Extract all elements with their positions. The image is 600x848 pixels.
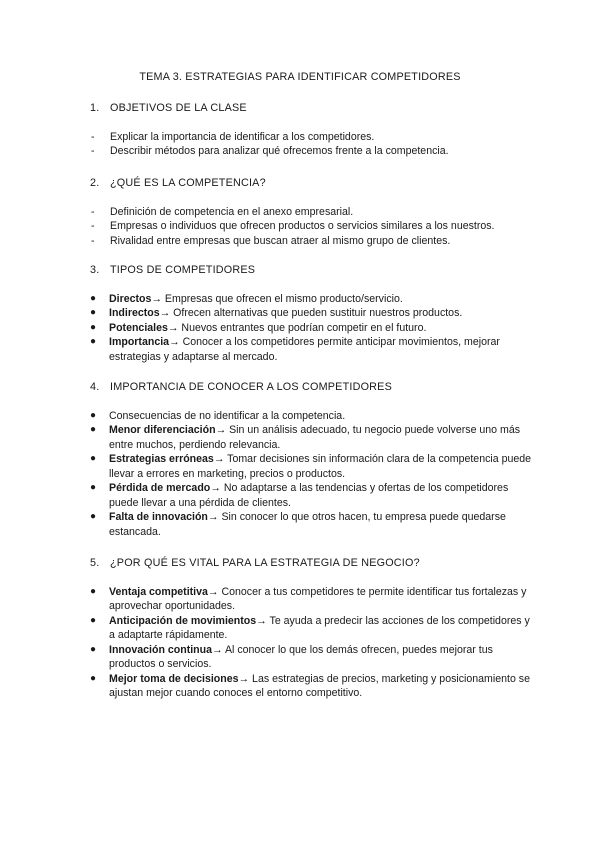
- bullet-list: [90, 409, 536, 540]
- section-title: TIPOS DE COMPETIDORES: [110, 264, 256, 276]
- list-item: ● Pérdida de mercado→ No adaptarse a las tendencias y ofertas de los competidores puede llevar a una pérdida de clientes.: [90, 482, 509, 509]
- list-item: - Rivalidad entre empresas que buscan atraer al mismo grupo de clientes.: [91, 234, 451, 247]
- bullet-marker: ●: [90, 643, 97, 655]
- list-item: ● Indirectos→ Ofrecen alternativas que pueden sustituir nuestros productos.: [90, 307, 463, 319]
- bullet-marker: ●: [90, 321, 97, 333]
- section-importancia: [90, 380, 536, 539]
- list-item: ● Potenciales→ Nuevos entrantes que podrían competir en el futuro.: [90, 321, 427, 334]
- bullet-marker: ●: [90, 482, 97, 493]
- section-heading: [90, 263, 536, 278]
- document-title: TEMA 3. ESTRATEGIAS PARA IDENTIFICAR COMPETIDORES: [139, 71, 461, 83]
- list-item: ● Ventaja competitiva→ Conocer a tus competidores te permite identificar tus fortalezas y aprovechar oportunidades.: [90, 585, 527, 612]
- bullet-marker: ●: [90, 409, 97, 421]
- list-item: - Explicar la importancia de identificar a los competidores.: [91, 130, 375, 143]
- section-number: 1.: [90, 102, 100, 114]
- list-item: - Definición de competencia en el anexo empresarial.: [91, 205, 354, 218]
- bullet-marker: ●: [90, 585, 97, 597]
- bullet-marker: ●: [90, 307, 97, 318]
- list-item: ● Estrategias erróneas→ Tomar decisiones sin información clara de la competencia puede llevar a errores en marketing, precios o productos.: [90, 453, 532, 480]
- section-heading: [90, 380, 536, 395]
- section-number: 3.: [90, 264, 100, 276]
- list-item: - Describir métodos para analizar qué ofrecemos frente a la competencia.: [91, 145, 449, 157]
- section-objetivos: [90, 101, 536, 159]
- list-item: - Empresas o individuos que ofrecen productos o servicios similares a los nuestros.: [91, 220, 495, 232]
- section-title: ¿QUÉ ES LA COMPETENCIA?: [110, 177, 266, 189]
- list-item: ● Innovación continua→ Al conocer lo que los demás ofrecen, puedes mejorar tus productos o servicios.: [90, 643, 493, 670]
- dash-marker: -: [91, 234, 95, 247]
- bullet-marker: ●: [90, 336, 97, 347]
- section-heading: [90, 176, 536, 191]
- list-item: ● Mejor toma de decisiones→ Las estrategias de precios, marketing y posicionamiento se ajustan mejor cuando conoces el entorno competitivo.: [90, 672, 530, 699]
- bullet-marker: ●: [90, 511, 97, 522]
- dash-marker: -: [91, 130, 95, 143]
- bullet-marker: ●: [90, 453, 97, 464]
- section-number: 5.: [90, 557, 100, 569]
- section-estrategia: [90, 556, 536, 701]
- bullet-list: [90, 292, 536, 365]
- section-number: 2.: [90, 177, 100, 189]
- list-item: ● Consecuencias de no identificar a la competencia.: [90, 409, 346, 422]
- section-tipos: [90, 263, 536, 364]
- bullet-marker: ●: [90, 614, 97, 626]
- bullet-marker: ●: [90, 292, 97, 304]
- list-item: ● Anticipación de movimientos→ Te ayuda a predecir las acciones de los competidores y a adaptarte rápidamente.: [90, 614, 530, 641]
- dash-marker: -: [91, 220, 95, 232]
- bullet-list: [90, 585, 536, 701]
- section-title: IMPORTANCIA DE CONOCER A LOS COMPETIDORES: [110, 381, 392, 393]
- section-competencia: [90, 176, 536, 248]
- list-item: ● Menor diferenciación→ Sin un análisis adecuado, tu negocio puede volverse uno más entre muchos, perdiendo relevancia.: [90, 424, 521, 451]
- dash-marker: -: [91, 205, 95, 218]
- dash-list: [90, 205, 536, 249]
- dash-marker: -: [91, 145, 95, 157]
- list-item: ● Directos→ Empresas que ofrecen el mismo producto/servicio.: [90, 292, 403, 305]
- dash-list: [90, 130, 536, 159]
- list-item: ● Falta de innovación→ Sin conocer lo que otros hacen, tu empresa puede quedarse estancada.: [90, 511, 506, 538]
- section-title: ¿POR QUÉ ES VITAL PARA LA ESTRATEGIA DE NEGOCIO?: [110, 557, 420, 569]
- section-title: OBJETIVOS DE LA CLASE: [110, 102, 247, 114]
- bullet-marker: ●: [90, 424, 97, 435]
- bullet-marker: ●: [90, 672, 97, 684]
- section-heading: [90, 101, 536, 116]
- section-heading: [90, 556, 536, 571]
- list-item: ● Importancia→ Conocer a los competidores permite anticipar movimientos, mejorar estrategias y adaptarse al mercado.: [90, 336, 500, 363]
- section-number: 4.: [90, 381, 100, 393]
